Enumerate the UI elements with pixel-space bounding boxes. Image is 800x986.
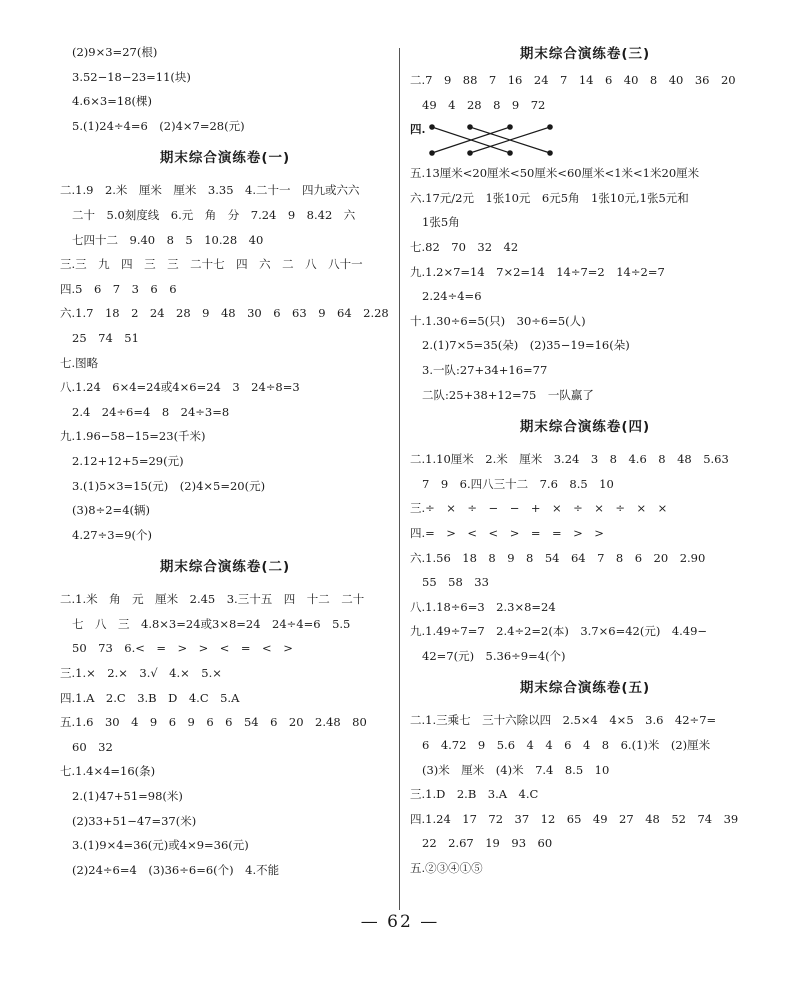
answer-line: 22 2.67 19 93 60 bbox=[422, 836, 553, 851]
match-dot bbox=[508, 151, 512, 155]
answer-line: 五.13厘米<20厘米<50厘米<60厘米<1米<1米20厘米 bbox=[410, 166, 700, 181]
answer-line: 3.52−18−23=11(块) bbox=[72, 69, 191, 84]
match-dot bbox=[548, 125, 552, 129]
answer-line: 三.÷ × ÷ − − + × ÷ × ÷ × × bbox=[410, 501, 668, 516]
answer-line: 二.1.三乘七 三十六除以四 2.5×4 4×5 3.6 42÷7= bbox=[410, 713, 717, 728]
answer-line: 3.(1)5×3=15(元) (2)4×5=20(元) bbox=[72, 478, 266, 493]
answer-line: 五.1.6 30 4 9 6 9 6 6 54 6 20 2.48 80 bbox=[60, 715, 367, 730]
exam5-title: 期末综合演练卷(五) bbox=[519, 680, 651, 697]
answer-line: 四.1.24 17 72 37 12 65 49 27 48 52 74 39 bbox=[410, 811, 739, 826]
match-dot bbox=[508, 125, 512, 129]
answer-line: 七.1.4×4=16(条) bbox=[60, 764, 156, 779]
answer-line: 49 4 28 8 9 72 bbox=[422, 97, 546, 112]
answer-line: 七 八 三 4.8×3=24或3×8=24 24÷4=6 5.5 bbox=[72, 616, 351, 631]
answer-line: 九.1.49÷7=7 2.4÷2=2(本) 3.7×6=42(元) 4.49− bbox=[410, 624, 708, 639]
answer-line: 六.1.7 18 2 24 28 9 48 30 6 63 9 64 2.28 bbox=[60, 306, 389, 321]
answer-line: 4.27÷3=9(个) bbox=[72, 527, 152, 542]
right-column bbox=[410, 40, 760, 881]
answer-line: 九.1.2×7=14 7×2=14 14÷7=2 14÷2=7 bbox=[410, 264, 665, 279]
answer-line: 3.一队:27+34+16=77 bbox=[422, 362, 548, 377]
answer-line: (2)33+51−47=37(米) bbox=[72, 813, 197, 828]
left-column bbox=[60, 40, 390, 882]
answer-line: 十.1.30÷6=5(只) 30÷6=5(人) bbox=[410, 313, 586, 328]
answer-line: 三.1.× 2.× 3.√ 4.× 5.× bbox=[60, 666, 222, 681]
answer-line: 5.(1)24÷4=6 (2)4×7=28(元) bbox=[72, 118, 245, 133]
answer-line: 七四十二 9.40 8 5 10.28 40 bbox=[72, 232, 264, 247]
exam3-title: 期末综合演练卷(三) bbox=[519, 46, 651, 62]
answer-line: 1张5角 bbox=[422, 215, 460, 230]
answer-line: 2.4 24÷6=4 8 24÷3=8 bbox=[72, 404, 230, 419]
matching-diagram bbox=[410, 117, 760, 161]
answer-line: 二.1.10厘米 2.米 厘米 3.24 3 8 4.6 8 48 5.63 bbox=[410, 452, 729, 467]
match-dot bbox=[548, 151, 552, 155]
match-dot bbox=[430, 151, 434, 155]
exam4-title: 期末综合演练卷(四) bbox=[519, 419, 651, 436]
column-divider bbox=[399, 48, 400, 910]
answer-line: 六.1.56 18 8 9 8 54 64 7 8 6 20 2.90 bbox=[410, 550, 706, 565]
answer-line: 2.12+12+5=29(元) bbox=[72, 453, 184, 468]
answer-line: 七.图略 bbox=[60, 355, 99, 370]
answer-line: 50 73 6.< = > > < = < > bbox=[72, 641, 293, 656]
answer-line: 2.(1)47+51=98(米) bbox=[72, 789, 183, 804]
answer-line: 七.82 70 32 42 bbox=[410, 239, 519, 254]
matching-label: 四. bbox=[410, 122, 426, 137]
answer-line: 2.24÷4=6 bbox=[422, 289, 482, 304]
answer-line: 7 9 6.四八三十二 7.6 8.5 10 bbox=[422, 476, 614, 491]
answer-line: 55 58 33 bbox=[422, 575, 489, 590]
answer-line: 二.1.米 角 元 厘米 2.45 3.三十五 四 十二 二十 bbox=[60, 592, 365, 607]
answer-line: (3)米 厘米 (4)米 7.4 8.5 10 bbox=[422, 762, 610, 777]
answer-line: 42=7(元) 5.36÷9=4(个) bbox=[422, 648, 566, 663]
answer-line: 四.5 6 7 3 6 6 bbox=[60, 281, 177, 296]
match-dot bbox=[468, 151, 472, 155]
answer-line: 25 74 51 bbox=[72, 330, 139, 345]
matching-lines bbox=[410, 117, 570, 161]
answer-line: 三.三 九 四 三 三 二十七 四 六 二 八 八十一 bbox=[60, 257, 363, 272]
answer-line: 五.②③④①⑤ bbox=[410, 861, 483, 876]
answer-line: 四.= > < < > = = > > bbox=[410, 525, 604, 540]
answer-line: 60 32 bbox=[72, 739, 113, 754]
answer-line: 二.1.9 2.米 厘米 厘米 3.35 4.二十一 四九或六六 bbox=[60, 183, 360, 198]
answer-line: 八.1.18÷6=3 2.3×8=24 bbox=[410, 599, 556, 614]
answer-line: 九.1.96−58−15=23(千米) bbox=[60, 429, 206, 444]
answer-line: 六.17元/2元 1张10元 6元5角 1张10元,1张5元和 bbox=[410, 190, 689, 205]
answer-line: 二十 5.0刻度线 6.元 角 分 7.24 9 8.42 六 bbox=[72, 207, 356, 222]
page-number: — 62 — bbox=[360, 912, 440, 932]
answer-line: 三.1.D 2.B 3.A 4.C bbox=[410, 787, 539, 802]
answer-line: 6 4.72 9 5.6 4 4 6 4 8 6.(1)米 (2)厘米 bbox=[422, 738, 711, 753]
answer-line: 2.(1)7×5=35(朵) (2)35−19=16(朵) bbox=[422, 338, 630, 353]
answer-line: 八.1.24 6×4=24或4×6=24 3 24÷8=3 bbox=[60, 380, 300, 395]
answer-line: 四.1.A 2.C 3.B D 4.C 5.A bbox=[60, 690, 240, 705]
exam2-title: 期末综合演练卷(二) bbox=[159, 559, 291, 576]
match-dot bbox=[430, 125, 434, 129]
answer-line: 4.6×3=18(棵) bbox=[72, 94, 152, 109]
match-dot bbox=[468, 125, 472, 129]
exam1-title: 期末综合演练卷(一) bbox=[159, 150, 291, 167]
answer-line: 二.7 9 88 7 16 24 7 14 6 40 8 40 36 20 bbox=[410, 73, 736, 87]
answer-line: (2)24÷6=4 (3)36÷6=6(个) 4.不能 bbox=[72, 862, 280, 877]
answer-line: (2)9×3=27(根) bbox=[72, 45, 158, 59]
answer-line: 二队:25+38+12=75 一队赢了 bbox=[422, 387, 594, 402]
answer-line: (3)8÷2=4(辆) bbox=[72, 503, 150, 518]
answer-line: 3.(1)9×4=36(元)或4×9=36(元) bbox=[72, 838, 249, 853]
